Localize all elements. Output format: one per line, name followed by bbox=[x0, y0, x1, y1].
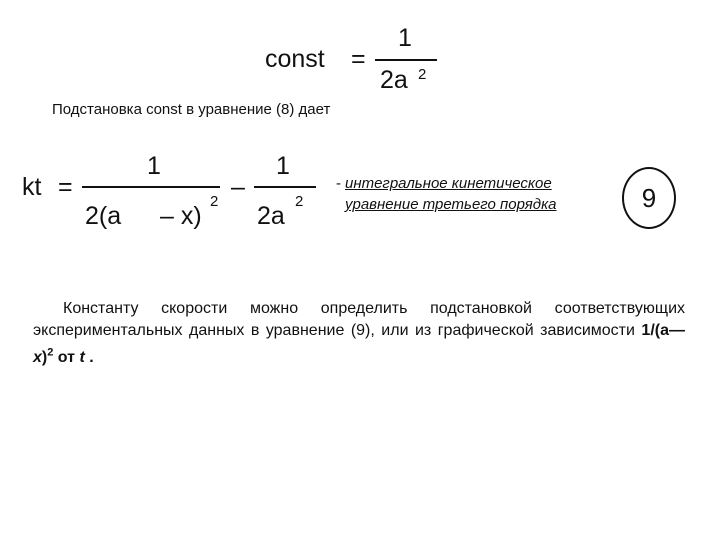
fraction2-bar bbox=[254, 186, 316, 188]
annotation-line1: интегральное кинетическое bbox=[345, 175, 552, 192]
fraction2-numerator: 1 bbox=[276, 152, 290, 180]
paragraph-body: Константу скорости можно определить подстановкой соответствующих экспериментальных данных в уравнение (9), или из графической зависимости bbox=[33, 300, 685, 339]
fraction1-exponent: 2 bbox=[210, 193, 219, 210]
fraction1-denominator-right: – x) bbox=[160, 202, 202, 230]
formula-start: 1/(a— bbox=[641, 322, 685, 339]
fraction1-bar bbox=[82, 186, 220, 188]
formula-variable: x bbox=[33, 349, 42, 367]
fraction1-denominator-left: 2(a bbox=[85, 202, 122, 230]
equals-sign: = bbox=[351, 45, 366, 73]
fraction2-denominator: 2a bbox=[257, 202, 285, 230]
fraction-bar bbox=[375, 59, 437, 61]
equation-number-badge bbox=[622, 167, 676, 229]
fraction-numerator: 1 bbox=[398, 24, 412, 52]
annotation-line2: уравнение третьего порядка bbox=[345, 196, 557, 213]
formula-exponent: 2 bbox=[47, 347, 54, 359]
fraction2-exponent: 2 bbox=[295, 193, 304, 210]
formula-close: ) bbox=[41, 349, 48, 367]
fraction1-numerator: 1 bbox=[147, 152, 161, 180]
formula-end: . bbox=[84, 349, 94, 367]
annotation-dash: - bbox=[336, 175, 341, 192]
kt-label: kt bbox=[22, 173, 42, 201]
equals-sign: = bbox=[58, 173, 73, 201]
equation-number: 9 bbox=[641, 182, 657, 213]
formula-t: t bbox=[79, 349, 85, 367]
paragraph-text bbox=[33, 298, 685, 369]
fraction-denominator: 2a bbox=[380, 66, 408, 94]
substitution-caption: Подстановка const в уравнение (8) дает bbox=[52, 101, 331, 118]
exponent: 2 bbox=[418, 66, 427, 83]
formula-tail: от bbox=[53, 349, 80, 367]
const-label: const bbox=[265, 45, 325, 73]
explanation-paragraph bbox=[33, 298, 685, 369]
minus-sign: – bbox=[231, 173, 245, 201]
